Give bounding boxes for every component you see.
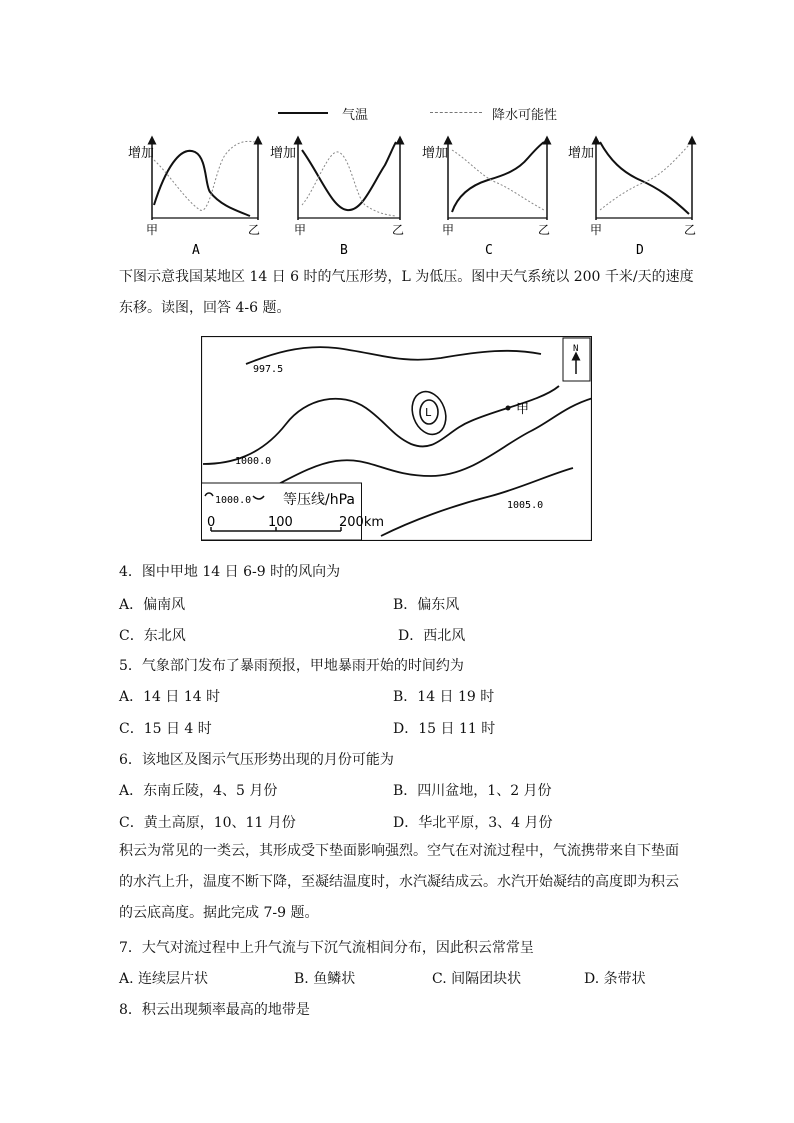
passage-line-3: 的云底高度。据此完成 7-9 题。 bbox=[119, 905, 319, 921]
chart-b-y-label: 增加 bbox=[270, 146, 297, 161]
chart-d-x-end: 乙 bbox=[684, 223, 697, 237]
isobar-label-997: 997.5 bbox=[253, 364, 284, 375]
q6-option-b[interactable]: B．四川盆地，1、2 月份 bbox=[393, 783, 552, 799]
q4-option-d[interactable]: D．西北风 bbox=[398, 628, 466, 644]
temperature-legend-label: 气温 bbox=[342, 108, 369, 123]
chart-d-temperature-curve bbox=[600, 142, 689, 214]
chart-a-x-start: 甲 bbox=[146, 223, 159, 237]
option-charts bbox=[110, 130, 710, 260]
question-6-stem: 6．该地区及图示气压形势出现的月份可能为 bbox=[119, 752, 394, 768]
chart-d-label: D bbox=[636, 243, 644, 258]
chart-a-x-end: 乙 bbox=[248, 223, 261, 237]
q4-option-c[interactable]: C．东北风 bbox=[119, 628, 186, 644]
q6-option-a[interactable]: A．东南丘陵，4、5 月份 bbox=[119, 783, 278, 799]
chart-d-y-label: 增加 bbox=[568, 146, 595, 161]
q5-option-c[interactable]: C．15 日 4 时 bbox=[119, 721, 212, 737]
scale-200: 200km bbox=[339, 515, 385, 530]
chart-c-precipitation-curve bbox=[452, 150, 544, 210]
chart-legend bbox=[270, 103, 600, 123]
question-7-stem: 7．大气对流过程中上升气流与下沉气流相间分布，因此积云常常呈 bbox=[119, 940, 534, 956]
chart-b-temperature-curve bbox=[302, 142, 396, 210]
q7-option-a[interactable]: A. 连续层片状 bbox=[119, 971, 209, 987]
chart-a-label: A bbox=[192, 243, 200, 258]
passage-line-1: 积云为常见的一类云，其形成受下垫面影响强烈。空气在对流过程中，气流携带来自下垫面 bbox=[119, 843, 679, 859]
question-8-stem: 8．积云出现频率最高的地带是 bbox=[119, 1002, 310, 1018]
q5-option-b[interactable]: B．14 日 19 时 bbox=[393, 689, 495, 705]
scale-0: 0 bbox=[207, 515, 216, 530]
question-4-stem: 4．图中甲地 14 日 6-9 时的风向为 bbox=[119, 564, 341, 580]
q7-option-d[interactable]: D. 条带状 bbox=[584, 971, 646, 987]
chart-a-precipitation-curve bbox=[154, 141, 255, 210]
question-5-stem: 5．气象部门发布了暴雨预报，甲地暴雨开始的时间约为 bbox=[119, 658, 464, 674]
north-label: N bbox=[573, 344, 579, 354]
q5-option-d[interactable]: D．15 日 11 时 bbox=[393, 721, 496, 737]
chart-c-label: C bbox=[485, 243, 493, 258]
low-label: L bbox=[425, 406, 432, 419]
chart-d-precipitation-curve bbox=[600, 145, 689, 210]
chart-b-precipitation-curve bbox=[302, 152, 396, 216]
q5-option-a[interactable]: A．14 日 14 时 bbox=[119, 689, 221, 705]
legend-value: 1000.0 bbox=[215, 495, 252, 506]
q4-option-a[interactable]: A．偏南风 bbox=[119, 597, 186, 613]
scale-100: 100 bbox=[268, 515, 293, 530]
chart-a-y-label: 增加 bbox=[128, 146, 155, 161]
point-jia-marker bbox=[506, 406, 511, 411]
chart-b-label: B bbox=[340, 243, 348, 258]
chart-b-x-end: 乙 bbox=[392, 223, 405, 237]
intro-line-1: 下图示意我国某地区 14 日 6 时的气压形势，L 为低压。图中天气系统以 200 千米/天的速度 bbox=[119, 269, 694, 285]
precipitation-line-swatch bbox=[430, 112, 482, 113]
chart-c-y-label: 增加 bbox=[422, 146, 449, 161]
intro-paragraph bbox=[119, 262, 694, 324]
temperature-line-swatch bbox=[278, 112, 328, 114]
cumulus-passage bbox=[119, 836, 679, 929]
chart-b-x-start: 甲 bbox=[294, 223, 307, 237]
chart-c-x-start: 甲 bbox=[442, 223, 455, 237]
q6-option-c[interactable]: C．黄土高原，10、11 月份 bbox=[119, 815, 296, 831]
q6-option-d[interactable]: D．华北平原，3、4 月份 bbox=[393, 815, 553, 831]
isobar-label-1005: 1005.0 bbox=[507, 500, 544, 511]
isobar-label-1000: 1000.0 bbox=[235, 456, 272, 467]
chart-b bbox=[270, 140, 404, 258]
chart-d-x-start: 甲 bbox=[590, 223, 603, 237]
chart-a-temperature-curve bbox=[154, 151, 250, 216]
point-jia-label: 甲 bbox=[516, 402, 530, 417]
q7-option-c[interactable]: C. 间隔团块状 bbox=[432, 971, 522, 987]
q7-option-b[interactable]: B. 鱼鳞状 bbox=[294, 971, 356, 987]
q4-option-b[interactable]: B．偏东风 bbox=[393, 597, 460, 613]
passage-line-2: 的水汽上升，温度不断下降，至凝结温度时，水汽凝结成云。水汽开始凝结的高度即为积云 bbox=[119, 874, 679, 890]
precipitation-legend-label: 降水可能性 bbox=[492, 108, 558, 123]
chart-c bbox=[422, 140, 550, 258]
legend-label: 等压线/hPa bbox=[283, 492, 355, 508]
pressure-map bbox=[201, 336, 592, 541]
chart-a bbox=[128, 140, 260, 258]
chart-c-x-end: 乙 bbox=[538, 223, 551, 237]
intro-line-2: 东移。读图，回答 4-6 题。 bbox=[119, 300, 291, 316]
chart-d bbox=[568, 140, 696, 258]
